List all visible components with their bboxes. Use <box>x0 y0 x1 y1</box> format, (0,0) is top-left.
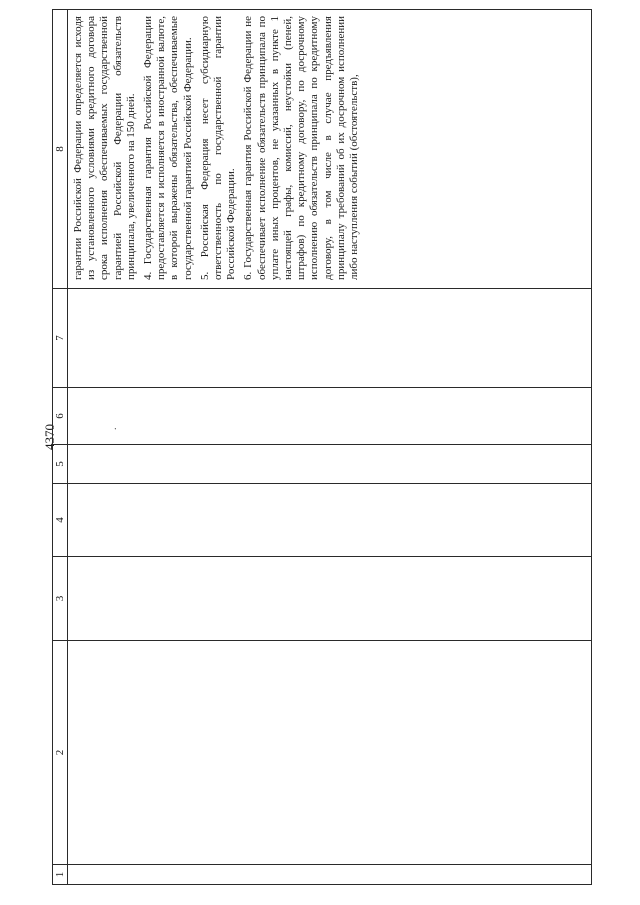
body-cell-6 <box>68 388 592 445</box>
body-cell-1 <box>68 865 592 885</box>
header-cell-6: 6 <box>53 388 68 445</box>
body-cell-8 <box>68 10 592 289</box>
rotated-table-wrapper <box>52 10 592 885</box>
conditions-paragraph-exclusions: 6. Государственная гарантия Российской Федерации не обеспечивает исполнение обязательств принципала по уплате иных процентов, не указанных в пункте 1 настоящей графы, комиссий, неустойки (пеней, штрафов) по кредитному договору, по досрочному исполнению обязательств принципала по кредитному договору, в том числе в случае предъявления принципалу требований об их досрочном исполнении либо наступления событий (обстоятельств), <box>242 16 361 280</box>
guarantee-conditions-text <box>68 10 367 288</box>
conditions-paragraph-duration: гарантии Российской Федерации определяется исходя из установленного условиями кредитного договора срока исполнения обеспечиваемых государственной гарантией Российской Федерации обязательств принципала, увеличенного на 150 дней. <box>72 16 137 280</box>
conditions-paragraph-liability: 5. Российская Федерация несет субсидиарную ответственность по государственной гарантии Российской Федерации. <box>198 16 238 280</box>
table-header-row <box>53 10 68 885</box>
header-cell-3: 3 <box>53 557 68 641</box>
header-cell-8: 8 <box>53 10 68 289</box>
guarantee-table <box>52 9 592 885</box>
header-cell-2: 2 <box>53 641 68 865</box>
column-6-mark: . <box>108 427 119 430</box>
conditions-paragraph-currency: 4. Государственная гарантия Российской Федерации предоставляется и исполняется в иностранной валюте, в которой выражены обязательства, обеспечиваемые государственной гарантией Российской Федерации. <box>142 16 194 280</box>
header-cell-4: 4 <box>53 484 68 557</box>
body-cell-3 <box>68 557 592 641</box>
body-cell-7 <box>68 289 592 388</box>
header-cell-7: 7 <box>53 289 68 388</box>
body-cell-2 <box>68 641 592 865</box>
page-number: 4370 <box>42 424 57 450</box>
body-cell-4 <box>68 484 592 557</box>
header-cell-5: 5 <box>53 445 68 484</box>
table-body-row <box>68 10 592 885</box>
body-cell-5 <box>68 445 592 484</box>
header-cell-1: 1 <box>53 865 68 885</box>
